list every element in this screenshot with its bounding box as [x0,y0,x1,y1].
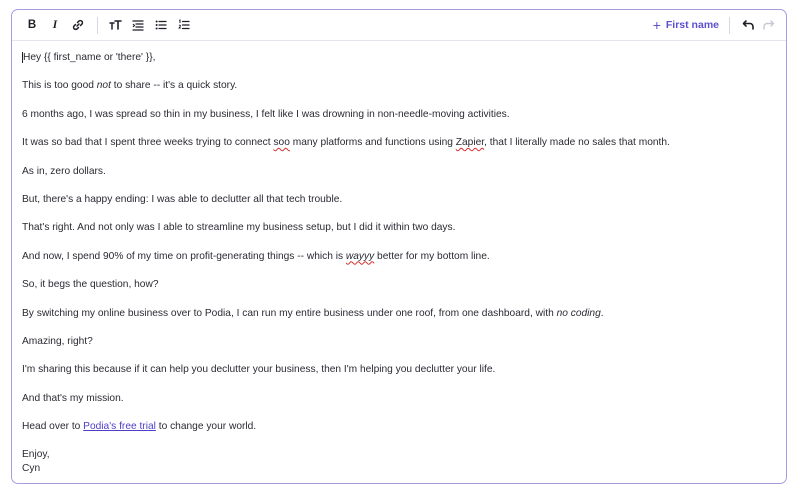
numbered-list-button[interactable] [174,15,194,35]
text: , that I literally made no sales that month. [484,137,670,149]
text: many platforms and functions using [289,137,456,149]
link-icon [72,19,84,31]
greeting-line [22,51,776,65]
text: better for my bottom line. [374,250,490,262]
free-trial-link[interactable]: Podia's free trial [83,421,156,433]
emphasis-text: no coding [556,307,601,319]
paragraph: And that's my mission. [22,392,124,404]
formatting-toolbar [12,10,786,41]
text-size-icon [109,19,122,31]
numbered-list-icon [178,19,190,31]
text: . [600,307,604,319]
paragraph [22,250,776,264]
email-editor [11,9,787,484]
bold-icon: B [27,19,37,31]
bullet-list-icon [155,19,167,31]
paragraph [22,136,776,150]
signoff-line: Enjoy, [22,449,50,461]
toolbar-divider [97,17,98,34]
italic-icon: I [52,19,58,31]
redo-icon [762,19,775,31]
text: It was so bad that I spent three weeks trying to connect [22,137,274,149]
text: to share -- it's a quick story. [110,80,238,92]
bullet-list-button[interactable] [151,15,171,35]
undo-icon [742,19,755,31]
text: This is too good [22,80,97,92]
text: And now, I spend 90% of my time on profit-generating things -- which is [22,250,346,262]
misspelled-word[interactable]: Zapier [455,137,485,149]
paragraph [22,79,776,93]
misspelled-word[interactable]: wayyy [345,250,375,262]
signature-line: Cyn [22,463,41,475]
paragraph: As in, zero dollars. [22,165,106,177]
toolbar-right-group [653,15,778,35]
redo-button[interactable] [758,15,778,35]
greeting-text: Hey {{ first_name or 'there' }}, [23,52,156,63]
paragraph: That's right. And not only was I able to streamline my business setup, but I did it within two days. [22,222,456,234]
text: Head over to [22,421,84,433]
misspelled-word[interactable]: soo [273,137,290,149]
paragraph: So, it begs the question, how? [22,279,159,291]
bold-button[interactable] [22,15,42,35]
undo-button[interactable] [738,15,758,35]
plus-icon: + [652,17,661,33]
insert-first-name-button[interactable] [653,18,719,32]
paragraph: 6 months ago, I was spread so thin in my business, I felt like I was drowning in non-needle-moving activities. [22,108,510,120]
email-body[interactable] [12,41,786,476]
ordered-list-icon [132,19,144,31]
paragraph [22,420,776,434]
paragraph: I'm sharing this because if it can help you declutter your business, then I'm helping you declutter your life. [22,364,496,376]
paragraph: But, there's a happy ending: I was able to declutter all that tech trouble. [22,193,343,205]
ordered-list-button[interactable] [128,15,148,35]
paragraph [22,307,776,321]
text: By switching my online business over to Podia, I can run my entire business under one roof, from one dashboard, with [22,307,557,319]
text-size-button[interactable] [105,15,125,35]
emphasis-text: not [96,80,111,92]
paragraph: Amazing, right? [22,335,93,347]
text: to change your world. [155,421,257,433]
insert-first-name-label: First name [665,19,719,31]
link-button[interactable] [68,15,88,35]
italic-button[interactable] [45,15,65,35]
toolbar-divider [729,17,730,34]
